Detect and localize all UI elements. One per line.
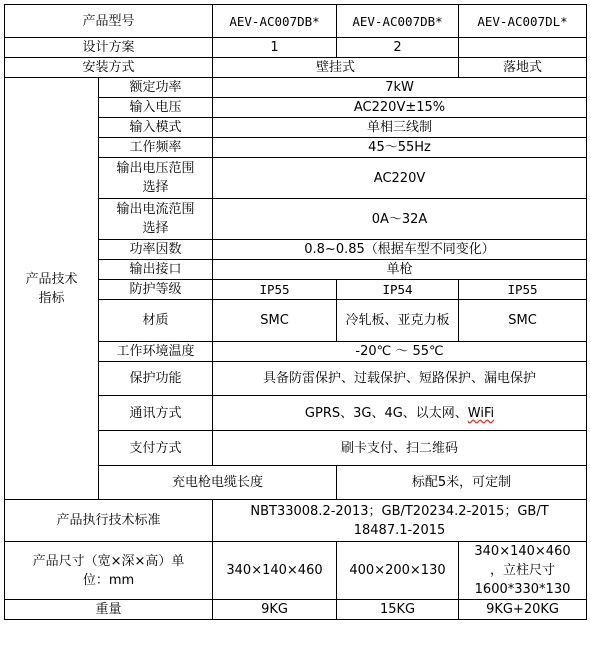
communication-label: 通讯方式 — [99, 396, 213, 431]
row-weight — [5, 600, 587, 620]
output-port-value: 单枪 — [213, 260, 587, 280]
row-size — [5, 542, 587, 600]
input-mode-value: 单相三线制 — [213, 118, 587, 138]
protection-value: 具备防雷保护、过载保护、短路保护、漏电保护 — [213, 362, 587, 396]
output-voltage-label-line1: 输出电压范围 — [116, 161, 195, 176]
output-voltage-label — [99, 158, 213, 199]
row-model — [5, 5, 587, 38]
communication-value-wifi: WiFi — [467, 405, 495, 421]
protection-level-2: IP54 — [337, 280, 459, 300]
size-2: 400×200×130 — [337, 542, 459, 600]
weight-label: 重量 — [5, 600, 213, 620]
material-3: SMC — [459, 300, 587, 342]
standard-value — [213, 500, 587, 542]
protection-level-1: IP55 — [213, 280, 337, 300]
cable-label: 充电枪电缆长度 — [99, 466, 337, 500]
input-mode-label: 输入模式 — [99, 118, 213, 138]
spec-table — [4, 4, 587, 620]
size-1: 340×140×460 — [213, 542, 337, 600]
size-3-line2: ，立柱尺寸 — [490, 563, 556, 578]
standard-label: 产品执行技术标准 — [5, 500, 213, 542]
protection-level-3: IP55 — [459, 280, 587, 300]
spec-table-container — [4, 4, 587, 620]
protection-label: 保护功能 — [99, 362, 213, 396]
input-voltage-label: 输入电压 — [99, 98, 213, 118]
size-3-line1: 340×140×460 — [474, 544, 571, 559]
material-2: 冷轧板、亚克力板 — [337, 300, 459, 342]
design-label: 设计方案 — [5, 38, 213, 58]
model-1: AEV-AC007DB* — [213, 5, 337, 38]
output-voltage-label-line2: 选择 — [142, 180, 169, 195]
cable-value: 标配5米，可定制 — [337, 466, 587, 500]
model-label: 产品型号 — [5, 5, 213, 38]
temperature-label: 工作环境温度 — [99, 342, 213, 362]
output-current-label-line1: 输出电流范围 — [116, 202, 195, 217]
material-label: 材质 — [99, 300, 213, 342]
input-voltage-value: AC220V±15% — [213, 98, 587, 118]
standard-value-line1: NBT33008.2-2013；GB/T20234.2-2015；GB/T — [250, 503, 549, 519]
model-3: AEV-AC007DL* — [459, 5, 587, 38]
payment-value: 刷卡支付、扫二维码 — [213, 431, 587, 466]
row-install — [5, 58, 587, 78]
standard-value-line2: 18487.1-2015 — [353, 522, 446, 538]
rated-power-label: 额定功率 — [99, 78, 213, 98]
row-rated-power — [5, 78, 587, 98]
size-3-line3: 1600*330*130 — [474, 582, 571, 597]
weight-2: 15KG — [337, 600, 459, 620]
power-factor-value: 0.8~0.85（根据车型不同变化） — [213, 240, 587, 260]
output-port-label: 输出接口 — [99, 260, 213, 280]
material-1: SMC — [213, 300, 337, 342]
install-wall: 壁挂式 — [213, 58, 459, 78]
install-floor: 落地式 — [459, 58, 587, 78]
rated-power-value: 7kW — [213, 78, 587, 98]
weight-3: 9KG+20KG — [459, 600, 587, 620]
communication-value — [213, 396, 587, 431]
output-current-label — [99, 199, 213, 240]
design-1: 1 — [213, 38, 337, 58]
size-label-line1: 产品尺寸（宽×深×高）单 — [32, 553, 185, 569]
protection-level-label: 防护等级 — [99, 280, 213, 300]
power-factor-label: 功率因数 — [99, 240, 213, 260]
tech-group-label-line2: 指标 — [38, 290, 65, 306]
output-current-value: 0A～32A — [213, 199, 587, 240]
output-voltage-value: AC220V — [213, 158, 587, 199]
size-label-line2: 位：mm — [82, 572, 135, 588]
communication-value-prefix: GPRS、3G、4G、以太网、 — [304, 405, 468, 421]
row-standard — [5, 500, 587, 542]
frequency-label: 工作频率 — [99, 138, 213, 158]
model-2: AEV-AC007DB* — [337, 5, 459, 38]
frequency-value: 45～55Hz — [213, 138, 587, 158]
output-current-label-line2: 选择 — [142, 221, 169, 236]
design-2: 2 — [337, 38, 459, 58]
row-design — [5, 38, 587, 58]
design-3 — [459, 38, 587, 58]
size-3 — [459, 542, 587, 600]
tech-group-label-line1: 产品技术 — [25, 271, 78, 287]
temperature-value: -20℃ ～ 55℃ — [213, 342, 587, 362]
size-label — [5, 542, 213, 600]
payment-label: 支付方式 — [99, 431, 213, 466]
weight-1: 9KG — [213, 600, 337, 620]
install-label: 安装方式 — [5, 58, 213, 78]
tech-group-label — [5, 78, 99, 500]
